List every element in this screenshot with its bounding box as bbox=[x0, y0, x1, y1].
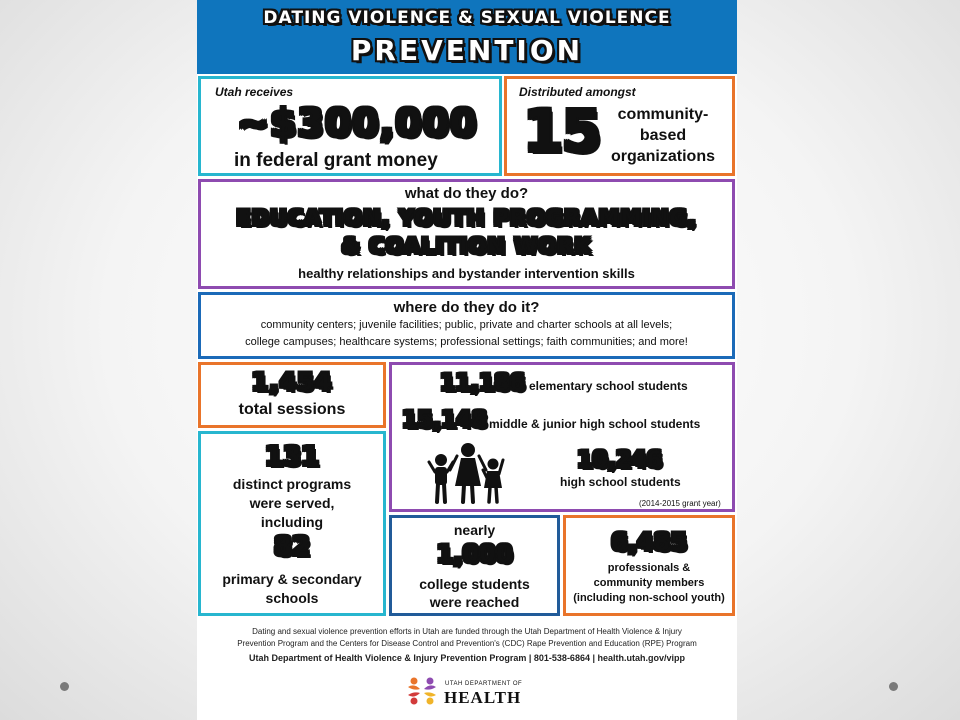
programs-line2: were served, bbox=[249, 495, 335, 511]
utah-health-logo bbox=[404, 673, 534, 713]
college-box bbox=[389, 515, 560, 616]
footer-contact: Utah Department of Health Violence & Injury Prevention Program | 801-538-6864 | health.utah.gov/vipp bbox=[249, 653, 685, 663]
where-line1: community centers; juvenile facilities; public, private and charter schools at all levels; bbox=[260, 319, 673, 331]
orgs-line1: community- bbox=[617, 106, 709, 123]
infographic-poster bbox=[197, 0, 737, 720]
footer-line1: Dating and sexual violence prevention efforts in Utah are funded through the Utah Department of Health Violence & Injury bbox=[252, 627, 682, 636]
students-box bbox=[389, 362, 735, 512]
college-prefix: nearly bbox=[453, 522, 496, 538]
what-caption: healthy relationships and bystander intervention skills bbox=[298, 266, 635, 281]
orgs-intro: Distributed amongst bbox=[519, 85, 636, 99]
footer-line2: Prevention Program and the Centers for Disease Control and Prevention's (CDC) Rape Prevention and Education (RPE) Program bbox=[237, 639, 697, 648]
banner-title-line2: PREVENTION bbox=[350, 34, 584, 67]
sessions-count: 1,454 bbox=[251, 368, 333, 396]
sessions-box bbox=[198, 362, 386, 428]
middle-label: middle & junior high school students bbox=[489, 417, 701, 431]
health-logo-icon bbox=[404, 673, 440, 711]
banner-title-line1: DATING VIOLENCE & SEXUAL VIOLENCE bbox=[263, 8, 671, 28]
elementary-count: 11,186 bbox=[440, 371, 525, 396]
what-line1: EDUCATION, YOUTH PROGRAMMING, bbox=[236, 206, 697, 230]
college-count: 1,000 bbox=[436, 540, 513, 568]
sessions-label: total sessions bbox=[238, 401, 346, 418]
grant-year-note: (2014-2015 grant year) bbox=[639, 499, 721, 508]
logo-big-text: HEALTH bbox=[444, 688, 522, 707]
orgs-line3: organizations bbox=[610, 148, 715, 165]
programs-box bbox=[198, 431, 386, 616]
schools-count: 82 bbox=[273, 532, 311, 562]
professionals-line2: community members bbox=[593, 577, 705, 589]
high-label: high school students bbox=[560, 475, 681, 489]
professionals-line3: (including non-school youth) bbox=[573, 592, 725, 604]
grant-amount: ~$300,000 bbox=[237, 101, 478, 145]
professionals-line1: professionals & bbox=[607, 562, 691, 574]
slide-dot-left bbox=[60, 682, 69, 691]
grant-box bbox=[198, 76, 502, 176]
middle-count: 15,148 bbox=[402, 408, 487, 433]
children-silhouette-icon bbox=[425, 442, 511, 506]
grant-intro: Utah receives bbox=[215, 85, 294, 99]
high-count: 10,246 bbox=[577, 448, 662, 473]
programs-line3: including bbox=[260, 514, 324, 530]
professionals-box bbox=[563, 515, 735, 616]
programs-line4: primary & secondary bbox=[222, 571, 362, 587]
elementary-label: elementary school students bbox=[529, 379, 688, 393]
orgs-line2: based bbox=[639, 127, 687, 144]
where-question: where do they do it? bbox=[393, 299, 540, 316]
logo-small-text: UTAH DEPARTMENT OF bbox=[445, 681, 523, 687]
programs-line5: schools bbox=[265, 590, 319, 606]
what-question: what do they do? bbox=[404, 185, 529, 202]
programs-count: 131 bbox=[264, 442, 320, 472]
slide-dot-right bbox=[889, 682, 898, 691]
title-banner bbox=[197, 0, 737, 74]
grant-caption: in federal grant money bbox=[234, 150, 438, 171]
where-line2: college campuses; healthcare systems; professional settings; faith communities; and more! bbox=[245, 336, 688, 348]
orgs-box bbox=[504, 76, 735, 176]
what-line2: & COALITION WORK bbox=[341, 234, 592, 258]
where-box bbox=[198, 292, 735, 359]
professionals-count: 6,485 bbox=[611, 528, 687, 556]
what-box bbox=[198, 179, 735, 289]
orgs-count: 15 bbox=[523, 97, 600, 165]
programs-line1: distinct programs bbox=[232, 476, 352, 492]
college-line1: college students bbox=[419, 576, 530, 592]
college-line2: were reached bbox=[429, 594, 520, 610]
